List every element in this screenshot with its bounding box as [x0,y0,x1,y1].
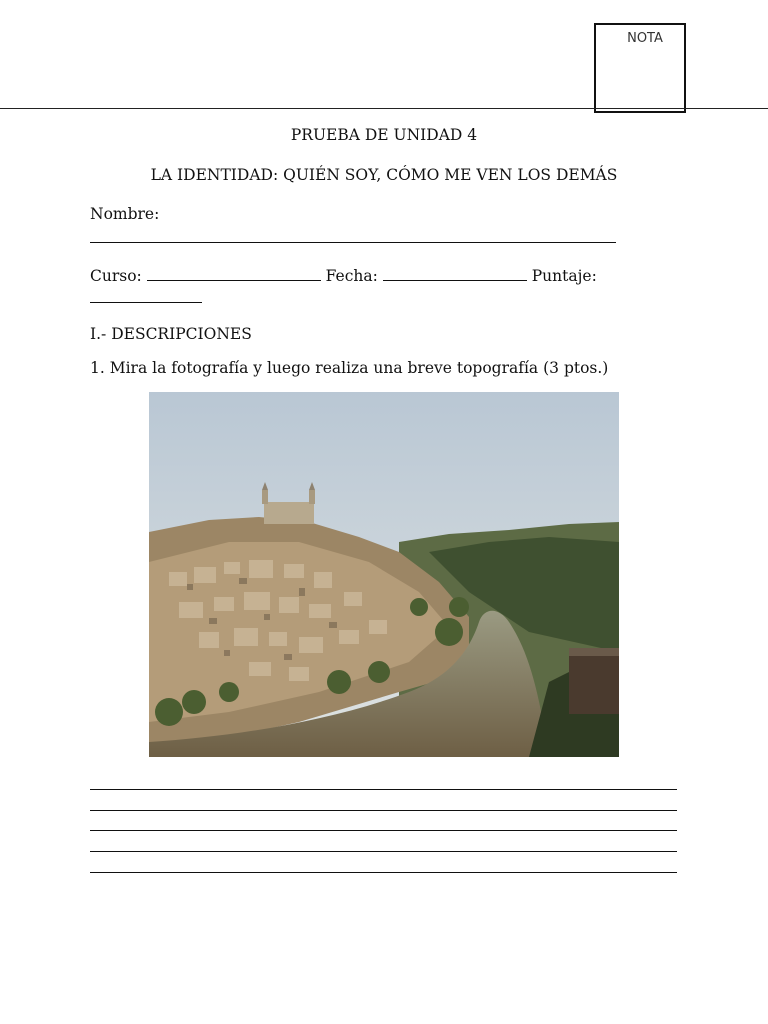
grade-box[interactable] [594,23,686,113]
grade-box-label: NOTA [627,31,663,46]
page-title: PRUEBA DE UNIDAD 4 [290,126,478,144]
puntaje-label: Puntaje: [531,267,597,285]
answer-line[interactable] [90,830,677,831]
landscape-photo-icon [149,392,619,757]
nombre-label: Nombre: [90,205,160,223]
puntaje-answer-line[interactable] [90,302,202,303]
page-subtitle: LA IDENTIDAD: QUIÉN SOY, CÓMO ME VEN LOS DEMÁS [150,166,618,184]
curso-answer-line[interactable] [147,265,321,281]
nombre-answer-line[interactable] [90,242,616,243]
section-heading: I.- DESCRIPCIONES [90,325,252,343]
form-row-curso-fecha-puntaje [90,265,597,285]
question-1: 1. Mira la fotografía y luego realiza una breve topografía (3 ptos.) [90,359,609,377]
curso-label: Curso: [90,267,142,285]
header-divider [0,108,768,109]
fecha-label: Fecha: [325,267,378,285]
answer-line[interactable] [90,872,677,873]
answer-line[interactable] [90,810,677,811]
landscape-photo [149,392,619,757]
fecha-answer-line[interactable] [383,265,527,281]
answer-line[interactable] [90,789,677,790]
answer-line[interactable] [90,851,677,852]
